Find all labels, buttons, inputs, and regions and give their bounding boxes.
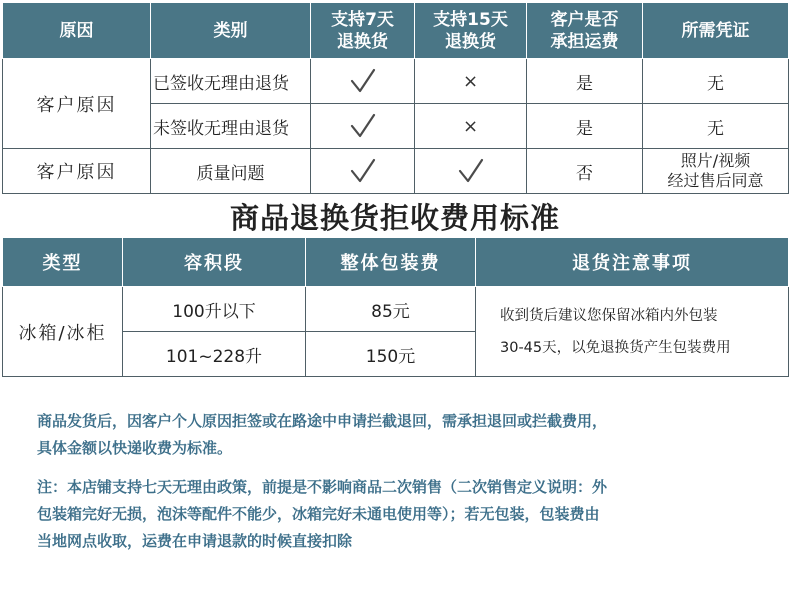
check-icon	[311, 59, 415, 104]
header-15day: 支持15天 退换货	[415, 3, 527, 59]
type-cell: 冰箱/冰柜	[3, 287, 123, 377]
fee-cell: 150元	[306, 332, 476, 377]
category-cell: 质量问题	[151, 149, 311, 194]
header-type: 类型	[3, 238, 123, 287]
check-icon	[311, 104, 415, 149]
header-row	[3, 3, 789, 59]
header-proof: 所需凭证	[643, 3, 789, 59]
freight-cell: 是	[527, 104, 643, 149]
range-cell: 101~228升	[123, 332, 306, 377]
header-7day: 支持7天 退换货	[311, 3, 415, 59]
proof-cell: 照片/视频 经过售后同意	[643, 149, 789, 194]
footer-line: 包装箱完好无损，泡沫等配件不能少，冰箱完好未通电使用等）；若无包装，包装费由	[37, 505, 600, 523]
footer-paragraph-shipping	[37, 408, 777, 462]
footer-paragraph-note	[37, 474, 777, 555]
footer-line: 商品发货后，因客户个人原因拒签或在路途中申请拦截退回，需承担退回或拦截费用，	[37, 412, 608, 430]
check-icon	[415, 149, 527, 194]
footer-line: 注：本店铺支持七天无理由政策，前提是不影响商品二次销售（二次销售定义说明：外	[37, 478, 608, 496]
category-cell: 未签收无理由退货	[151, 104, 311, 149]
freight-cell: 是	[527, 59, 643, 104]
note-line: 30-45天，以免退换货产生包装费用	[500, 339, 731, 356]
header-reason: 原因	[3, 3, 151, 59]
proof-cell: 无	[643, 59, 789, 104]
cross-mark: ×	[415, 104, 527, 149]
section-title: 商品退换货拒收费用标准	[229, 201, 560, 235]
header-notes: 退货注意事项	[476, 238, 789, 287]
note-line: 收到货后建议您保留冰箱内外包装	[500, 307, 718, 324]
header-row	[3, 238, 789, 287]
reason-cell: 客户原因	[3, 59, 151, 149]
footer-line: 当地网点收取，运费在申请退款的时候直接扣除	[37, 532, 353, 550]
header-fee: 整体包装费	[306, 238, 476, 287]
table-row	[3, 287, 789, 332]
refusal-fee-table	[2, 237, 789, 377]
notes-cell	[476, 287, 789, 377]
cross-mark: ×	[415, 59, 527, 104]
fee-cell: 85元	[306, 287, 476, 332]
table-row	[3, 59, 789, 104]
header-range: 容积段	[123, 238, 306, 287]
reason-cell: 客户原因	[3, 149, 151, 194]
header-freight: 客户是否 承担运费	[527, 3, 643, 59]
return-policy-table	[2, 2, 789, 194]
table-row	[3, 149, 789, 194]
header-category: 类别	[151, 3, 311, 59]
freight-cell: 否	[527, 149, 643, 194]
proof-cell: 无	[643, 104, 789, 149]
footer-line: 具体金额以快递收费为标准。	[37, 439, 233, 457]
check-icon	[311, 149, 415, 194]
category-cell: 已签收无理由退货	[151, 59, 311, 104]
range-cell: 100升以下	[123, 287, 306, 332]
